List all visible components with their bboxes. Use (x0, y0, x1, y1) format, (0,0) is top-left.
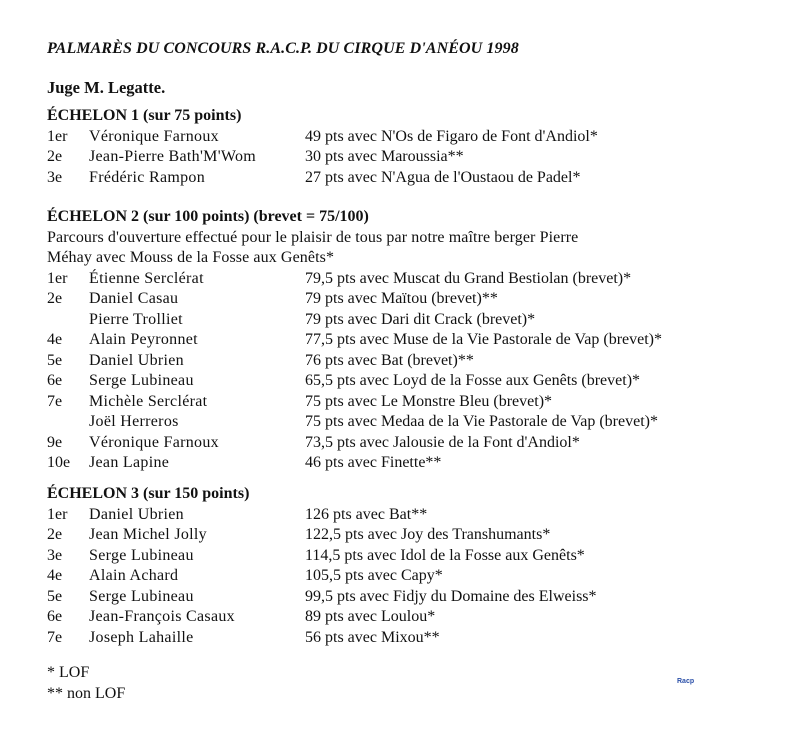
competitor-name: Serge Lubineau (89, 587, 194, 605)
score-result: 126 pts avec Bat** (305, 505, 428, 523)
footnote-non-lof: ** non LOF (47, 684, 126, 702)
competitor-name: Joseph Lahaille (89, 628, 194, 646)
section-heading: ÉCHELON 2 (sur 100 points) (brevet = 75/100) (47, 208, 369, 225)
rank: 2e (47, 290, 63, 307)
rank: 1er (47, 505, 68, 523)
rank: 1er (47, 127, 68, 145)
result-row (47, 628, 440, 649)
score-result: 77,5 pts avec Muse de la Vie Pastorale de Vap (brevet)* (305, 331, 663, 348)
competitor-name: Jean Lapine (89, 454, 170, 471)
rank: 7e (47, 392, 63, 410)
score-result: 76 pts avec Bat (brevet)** (305, 351, 474, 369)
rank: 3e (47, 546, 63, 564)
score-result: 79,5 pts avec Muscat du Grand Bestiolan (brevet)* (305, 269, 632, 287)
section-echelon-3 (47, 484, 597, 648)
competitor-name: Jean-Pierre Bath'M'Wom (89, 148, 257, 165)
rank: 6e (47, 372, 63, 389)
rank: 7e (47, 628, 63, 646)
footnotes (47, 663, 125, 704)
score-result: 49 pts avec N'Os de Figaro de Font d'Andiol* (305, 127, 598, 145)
competitor-name: Étienne Serclérat (89, 269, 204, 287)
competitor-name: Véronique Farnoux (89, 127, 219, 145)
competitor-name: Daniel Ubrien (89, 351, 184, 369)
result-row (47, 351, 578, 372)
footnote-lof: * LOF (47, 664, 90, 681)
score-result: 30 pts avec Maroussia** (305, 148, 464, 165)
rank: 5e (47, 587, 63, 605)
result-row (47, 392, 578, 413)
score-result: 122,5 pts avec Joy des Transhumants* (305, 526, 551, 543)
result-row (47, 289, 578, 310)
section-note-line-1: Parcours d'ouverture effectué pour le plaisir de tous par notre maître berger Pierre (47, 228, 579, 246)
score-result: 89 pts avec Loulou* (305, 608, 436, 625)
score-result: 65,5 pts avec Loyd de la Fosse aux Genêts (brevet)* (305, 372, 641, 389)
rank: 5e (47, 351, 63, 369)
result-row (47, 310, 578, 331)
result-row (47, 453, 578, 474)
result-row (47, 127, 598, 148)
section-heading: ÉCHELON 1 (sur 75 points) (47, 107, 242, 124)
score-result: 99,5 pts avec Fidjy du Domaine des Elweiss* (305, 587, 597, 605)
score-result: 75 pts avec Medaa de la Vie Pastorale de Vap (brevet)* (305, 413, 658, 430)
section-note-line-2: Méhay avec Mouss de la Fosse aux Genêts* (47, 249, 335, 266)
rank: 2e (47, 526, 63, 543)
rank: 3e (47, 168, 63, 186)
result-row (47, 607, 436, 628)
section-echelon-2 (47, 207, 663, 474)
result-row (47, 505, 428, 526)
score-result: 79 pts avec Dari dit Crack (brevet)* (305, 310, 536, 328)
competitor-name: Alain Achard (89, 567, 179, 584)
score-result: 75 pts avec Le Monstre Bleu (brevet)* (305, 392, 553, 410)
score-result: 27 pts avec N'Agua de l'Oustaou de Padel* (305, 168, 581, 186)
score-result: 114,5 pts avec Idol de la Fosse aux Genêts* (305, 546, 585, 564)
rank: 4e (47, 567, 63, 584)
rank: 10e (47, 454, 71, 471)
score-result: 73,5 pts avec Jalousie de la Font d'Andiol* (305, 433, 580, 451)
result-row (47, 566, 443, 587)
competitor-name: Jean-François Casaux (89, 608, 235, 625)
competitor-name: Michèle Serclérat (89, 392, 208, 410)
competitor-name: Daniel Ubrien (89, 505, 184, 523)
competitor-name: Frédéric Rampon (89, 168, 206, 186)
competitor-name: Jean Michel Jolly (89, 526, 207, 543)
result-row (47, 269, 632, 290)
rank: 6e (47, 608, 63, 625)
result-row (47, 587, 597, 608)
result-row (47, 168, 581, 189)
result-row (47, 147, 464, 168)
rank: 4e (47, 331, 63, 348)
racp-stamp: Racp (677, 678, 695, 685)
judge-line: Juge M. Legatte. (47, 78, 166, 97)
competitor-name: Daniel Casau (89, 290, 179, 307)
score-result: 46 pts avec Finette** (305, 454, 442, 471)
result-row (47, 330, 663, 351)
rank: 1er (47, 269, 68, 287)
competitor-name: Véronique Farnoux (89, 433, 219, 451)
section-echelon-1 (47, 106, 598, 188)
competitor-name: Alain Peyronnet (89, 331, 198, 348)
section-heading: ÉCHELON 3 (sur 150 points) (47, 485, 250, 502)
competitor-name: Serge Lubineau (89, 372, 194, 389)
score-result: 56 pts avec Mixou** (305, 628, 440, 646)
competitor-name: Serge Lubineau (89, 546, 194, 564)
competitor-name: Joël Herreros (89, 413, 179, 430)
rank: 9e (47, 433, 63, 451)
page-title: PALMARÈS DU CONCOURS R.A.C.P. DU CIRQUE D'ANÉOU 1998 (47, 40, 519, 57)
result-row (47, 433, 578, 454)
result-row (47, 546, 585, 567)
rank: 2e (47, 148, 63, 165)
score-result: 105,5 pts avec Capy* (305, 567, 443, 584)
result-row (47, 525, 551, 546)
score-result: 79 pts avec Maïtou (brevet)** (305, 290, 498, 307)
result-row (47, 412, 658, 433)
competitor-name: Pierre Trolliet (89, 310, 183, 328)
result-row (47, 371, 641, 392)
